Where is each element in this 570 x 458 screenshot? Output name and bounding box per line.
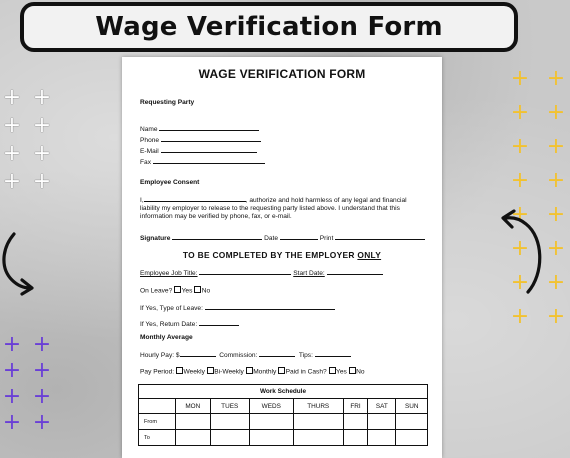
- checkbox[interactable]: [246, 367, 253, 374]
- plus-icon: +: [2, 113, 22, 138]
- plus-icon: +: [2, 169, 22, 194]
- banner: [20, 2, 518, 52]
- plus-icon: +: [32, 410, 52, 435]
- day-header: SUN: [396, 399, 428, 414]
- table-corner: [139, 399, 176, 414]
- plus-icon: +: [32, 358, 52, 383]
- plus-icon: +: [546, 236, 566, 261]
- plus-icon: +: [510, 134, 530, 159]
- schedule-cell[interactable]: [176, 430, 211, 446]
- checkbox[interactable]: [194, 286, 201, 293]
- schedule-cell[interactable]: [293, 414, 343, 430]
- checkbox[interactable]: [207, 367, 214, 374]
- schedule-cell[interactable]: [210, 414, 249, 430]
- schedule-cell[interactable]: [293, 430, 343, 446]
- plus-icon: +: [546, 134, 566, 159]
- day-header: THURS: [293, 399, 343, 414]
- plus-icon: +: [546, 66, 566, 91]
- checkbox[interactable]: [349, 367, 356, 374]
- day-header: TUES: [210, 399, 249, 414]
- plus-icon: +: [32, 113, 52, 138]
- plus-icon: +: [32, 169, 52, 194]
- day-header: MON: [176, 399, 211, 414]
- employer-section-heading: TO BE COMPLETED BY THE EMPLOYER ONLY: [182, 250, 382, 260]
- plus-icon: +: [2, 332, 22, 357]
- plus-icon: +: [510, 168, 530, 193]
- phone-field[interactable]: Phone: [140, 135, 261, 144]
- day-header: SAT: [368, 399, 396, 414]
- plus-icon: +: [2, 358, 22, 383]
- plus-icon: +: [32, 85, 52, 110]
- form-page: [122, 57, 442, 458]
- checkbox[interactable]: [278, 367, 285, 374]
- plus-icon: +: [546, 202, 566, 227]
- schedule-cell[interactable]: [176, 414, 211, 430]
- signature-line[interactable]: Signature Date Print: [140, 233, 425, 242]
- work-schedule-title: Work Schedule: [139, 385, 428, 399]
- employee-consent-heading: Employee Consent: [140, 179, 200, 186]
- schedule-cell[interactable]: [343, 430, 368, 446]
- plus-icon: +: [32, 384, 52, 409]
- plus-icon: +: [2, 384, 22, 409]
- plus-icon: +: [546, 168, 566, 193]
- monthly-average-fields[interactable]: Hourly Pay: $ Commission: Tips:: [140, 350, 351, 359]
- plus-icon: +: [546, 270, 566, 295]
- return-date-field[interactable]: If Yes, Return Date:: [140, 319, 239, 328]
- day-header: WEDS: [249, 399, 293, 414]
- checkbox[interactable]: [176, 367, 183, 374]
- type-of-leave-field[interactable]: If Yes, Type of Leave:: [140, 303, 335, 312]
- row-label-to: To: [139, 430, 176, 446]
- on-leave-field[interactable]: On Leave? Yes No: [140, 287, 211, 295]
- plus-icon: +: [2, 410, 22, 435]
- schedule-cell[interactable]: [343, 414, 368, 430]
- checkbox[interactable]: [329, 367, 336, 374]
- plus-icon: +: [546, 100, 566, 125]
- schedule-cell[interactable]: [396, 414, 428, 430]
- plus-icon: +: [32, 332, 52, 357]
- name-field[interactable]: Name: [140, 124, 259, 133]
- banner-title: Wage Verification Form: [95, 12, 443, 42]
- plus-icon: +: [510, 270, 530, 295]
- day-header: FRI: [343, 399, 368, 414]
- fax-field[interactable]: Fax: [140, 157, 265, 166]
- schedule-cell[interactable]: [249, 430, 293, 446]
- work-schedule-table: [138, 384, 428, 446]
- email-field[interactable]: E-Mail: [140, 146, 257, 155]
- job-title-field[interactable]: Employee Job Title: Start Date:: [140, 268, 383, 277]
- schedule-cell[interactable]: [368, 430, 396, 446]
- plus-icon: +: [510, 66, 530, 91]
- plus-icon: +: [2, 85, 22, 110]
- consent-text: I, , authorize and hold harmless of any legal and financial liability my employer to release to the requesting party listed above. I understand that this information may be verified by phone, fax, or e-mail.: [140, 197, 407, 220]
- row-label-from: From: [139, 414, 176, 430]
- plus-icon: +: [32, 141, 52, 166]
- plus-icon: +: [510, 236, 530, 261]
- plus-icon: +: [510, 100, 530, 125]
- form-title: WAGE VERIFICATION FORM: [198, 67, 366, 81]
- schedule-cell[interactable]: [368, 414, 396, 430]
- checkbox[interactable]: [174, 286, 181, 293]
- plus-icon: +: [546, 304, 566, 329]
- requesting-party-heading: Requesting Party: [140, 99, 195, 106]
- monthly-average-heading: Monthly Average: [140, 334, 193, 341]
- schedule-cell[interactable]: [396, 430, 428, 446]
- plus-icon: +: [510, 202, 530, 227]
- right-curved-arrow-icon: [496, 208, 548, 300]
- left-curved-arrow-icon: [0, 228, 50, 298]
- pay-period-field[interactable]: Pay Period: Weekly Bi-Weekly Monthly Paid in Cash? Yes No: [140, 368, 365, 376]
- schedule-cell[interactable]: [210, 430, 249, 446]
- plus-icon: +: [2, 141, 22, 166]
- schedule-cell[interactable]: [249, 414, 293, 430]
- plus-icon: +: [510, 304, 530, 329]
